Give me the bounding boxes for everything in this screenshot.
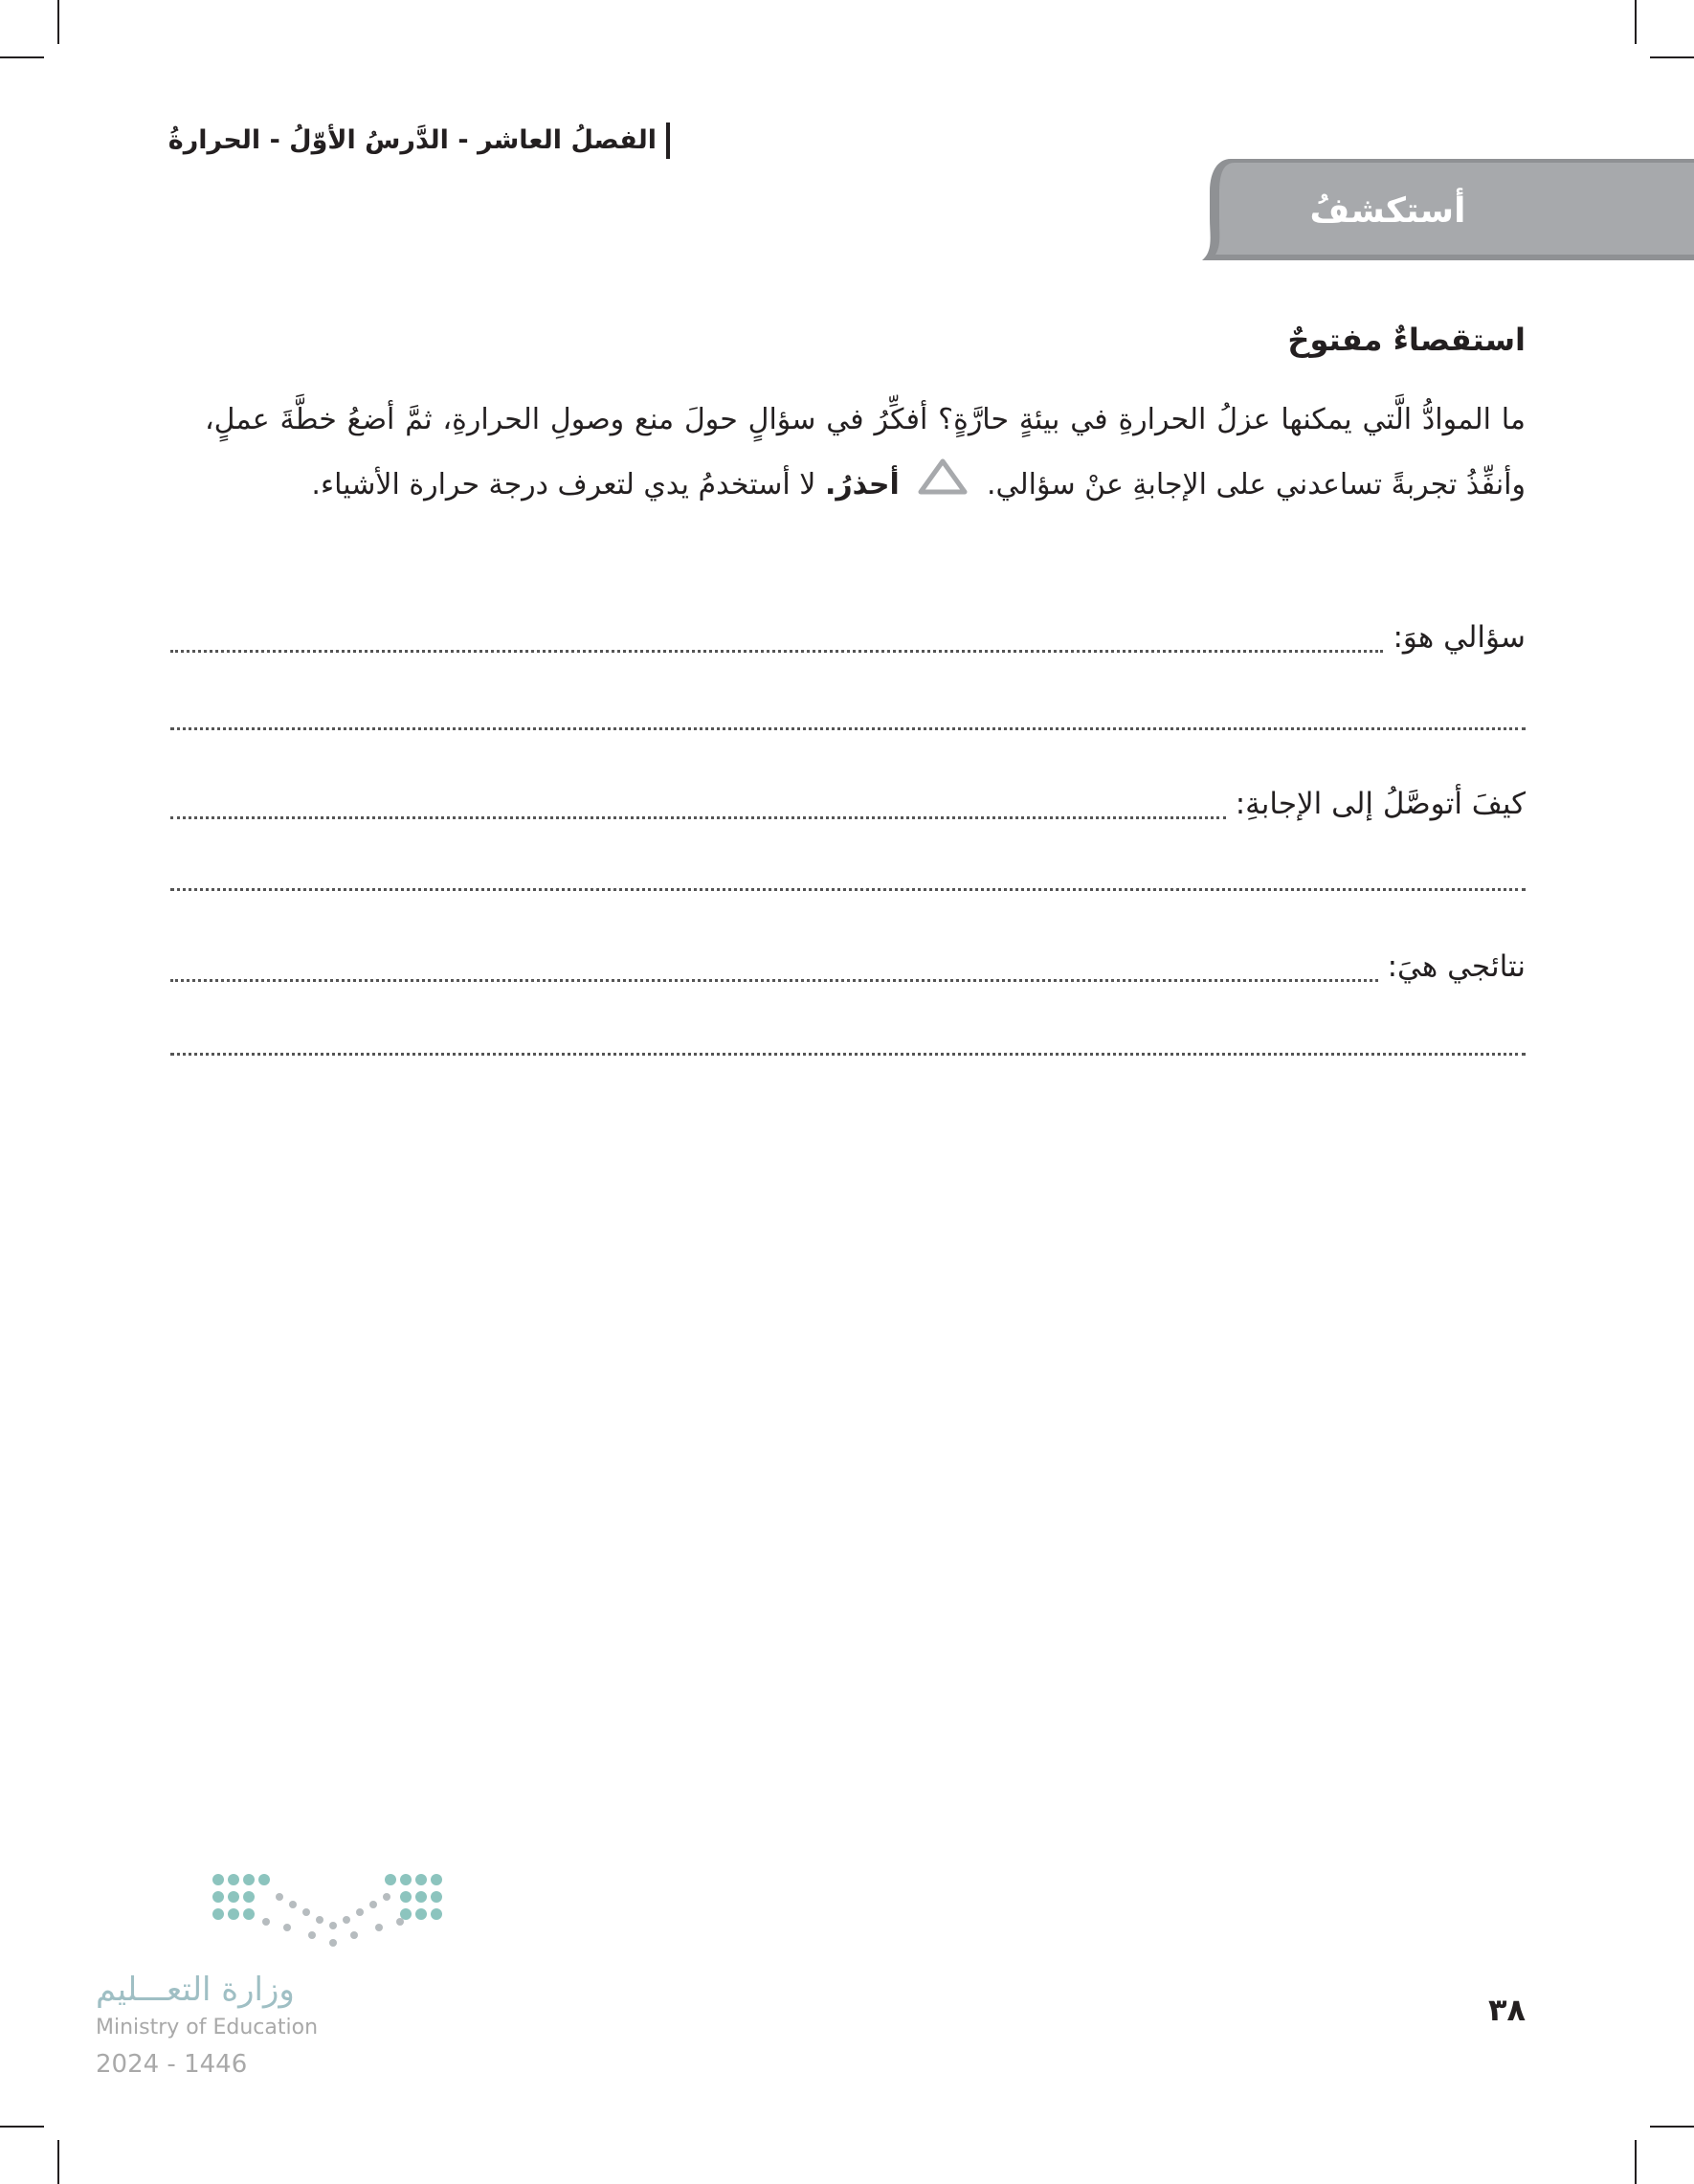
ministry-year: 2024 - 1446	[96, 2050, 248, 2079]
question-label: سؤالي هوَ:	[1393, 620, 1526, 655]
section-tab-label: أستكشفُ	[1309, 191, 1466, 231]
results-label: نتائجي هيَ:	[1387, 949, 1526, 984]
crop-mark-top-left-h	[0, 56, 44, 58]
results-answer-row	[170, 938, 1526, 995]
warning-text: لا أستخدمُ يدي لتعرف درجة حرارة الأشياء.	[311, 468, 816, 501]
section-title: استقصاءٌ مفتوحٌ	[1287, 322, 1526, 358]
running-header: الفصلُ العاشر - الدَّرسُ الأوّلُ - الحرارةُ	[168, 123, 670, 159]
page-number: ٣٨	[1487, 1992, 1526, 2028]
crop-mark-bottom-left-h	[0, 2126, 44, 2128]
crop-mark-bottom-right	[1635, 2140, 1637, 2184]
crop-mark-top-right-h	[1650, 56, 1694, 58]
method-answer-line[interactable]	[170, 816, 1226, 819]
ministry-logo-icon	[207, 1866, 456, 1952]
crop-mark-top-left	[57, 0, 59, 44]
warning-triangle-icon	[918, 454, 968, 519]
question-answer-row	[170, 609, 1526, 666]
ministry-name-english: Ministry of Education	[96, 2016, 319, 2039]
crop-mark-bottom-right-h	[1650, 2126, 1694, 2128]
warning-label: أحذرُ.	[824, 468, 900, 501]
method-answer-row	[170, 775, 1526, 833]
results-answer-line-2[interactable]	[170, 1053, 1526, 1056]
ministry-name-arabic: وزارة التعـــليم	[96, 1971, 295, 2009]
results-answer-line[interactable]	[170, 979, 1378, 982]
method-label: كيفَ أتوصَّلُ إلى الإجابةِ:	[1235, 787, 1526, 821]
crop-mark-bottom-left	[57, 2140, 59, 2184]
question-answer-line-2[interactable]	[170, 727, 1526, 730]
question-answer-line[interactable]	[170, 650, 1383, 653]
crop-mark-top-right	[1635, 0, 1637, 44]
paragraph-text: ما الموادُّ الَّتي يمكنها عزلُ الحرارةِ في بيئةٍ حارَّةٍ؟ أفكِّرُ في سؤالٍ حولَ منع وصولِ الحرارةِ، ثمَّ أضعُ خطَّةَ عملٍ، وأنفِّذُ تجربةً تساعدني على الإجابةِ عنْ سؤالي.	[205, 403, 1526, 501]
method-answer-line-2[interactable]	[170, 888, 1526, 891]
instruction-paragraph	[205, 388, 1526, 519]
